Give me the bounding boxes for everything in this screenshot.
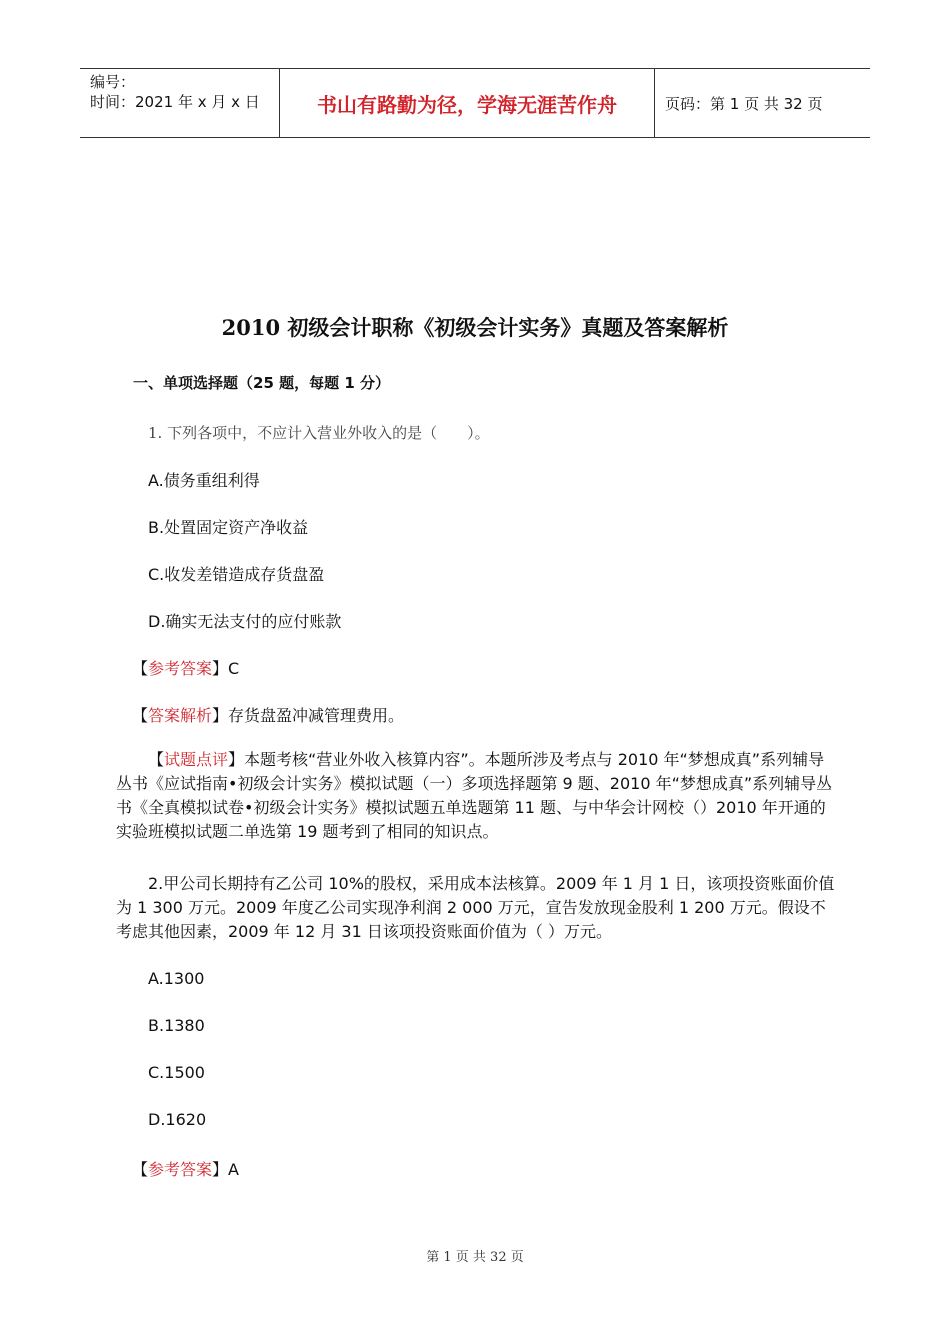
answer-value: C [228, 659, 240, 678]
question-2-answer: 【参考答案】A [132, 1160, 239, 1179]
question-1-option-a: A.债务重组利得 [148, 471, 260, 490]
question-1-option-b: B.处置固定资产净收益 [148, 518, 309, 537]
header-meta [80, 69, 280, 137]
page-header [80, 68, 870, 138]
question-1-answer: 【参考答案】C [132, 659, 240, 678]
answer-value: A [228, 1160, 239, 1179]
comment-text: 本题考核“营业外收入核算内容”。本题所涉及考点与 2010 年“梦想成真”系列辅导丛书《应试指南•初级会计实务》模拟试题（一）多项选择题第 9 题、2010 年“梦想成真”系列辅导丛书《全真模拟试卷•初级会计实务》模拟试题五单选题第 11 题、与中华会计网校（）2010 年开通的实验班模拟试题二单选第 19 题考到了相同的知识点。 [116, 750, 833, 841]
number-label: 编号： [90, 73, 136, 91]
question-2-option-b: B.1380 [148, 1016, 205, 1035]
document-title: 2010 初级会计职称《初级会计实务》真题及答案解析 [221, 315, 729, 340]
question-2-option-c: C.1500 [148, 1063, 205, 1082]
comment-label: 试题点评 [164, 750, 229, 769]
header-motto: 书山有路勤为径，学海无涯苦作舟 [280, 69, 655, 137]
page-footer: 第 1 页 共 32 页 [426, 1250, 524, 1265]
question-1-comment: 【试题点评】本题考核“营业外收入核算内容”。本题所涉及考点与 2010 年“梦想成真”系列辅导丛书《应试指南•初级会计实务》模拟试题（一）多项选择题第 9 题、2010 年“梦想成真”系列辅导丛书《全真模拟试卷•初级会计实务》模拟试题五单选题第 11 题、与中华会计网校（）2010 年开通的实验班模拟试题二单选第 19 题考到了相同的知识点。 [116, 750, 833, 841]
answer-label: 参考答案 [148, 1160, 213, 1179]
analysis-text: 存货盘盈冲减管理费用。 [228, 706, 405, 725]
time-label: 时间：2021 年 x 月 x 日 [90, 93, 260, 111]
question-1-option-d: D.确实无法支付的应付账款 [148, 612, 342, 631]
section-heading: 一、单项选择题（25 题，每题 1 分） [133, 374, 390, 392]
analysis-label: 答案解析 [148, 706, 213, 725]
question-1-analysis: 【答案解析】存货盘盈冲减管理费用。 [132, 706, 405, 725]
header-page-info: 页码：第 1 页 共 32 页 [665, 94, 823, 113]
question-1-stem: 1. 下列各项中，不应计入营业外收入的是（ ）。 [148, 424, 490, 442]
question-2-stem: 2.甲公司长期持有乙公司 10%的股权，采用成本法核算。2009 年 1 月 1 日，该项投资账面价值为 1 300 万元。2009 年度乙公司实现净利润 2 000 万元，宣告发放现金股利 1 200 万元。假设不考虑其他因素，2009 年 12 月 31 日该项投资账面价值为（ ）万元。 [116, 874, 835, 941]
question-2-option-d: D.1620 [148, 1110, 207, 1129]
answer-label: 参考答案 [148, 659, 213, 678]
question-1-option-c: C.收发差错造成存货盘盈 [148, 565, 325, 584]
question-2-option-a: A.1300 [148, 969, 205, 988]
